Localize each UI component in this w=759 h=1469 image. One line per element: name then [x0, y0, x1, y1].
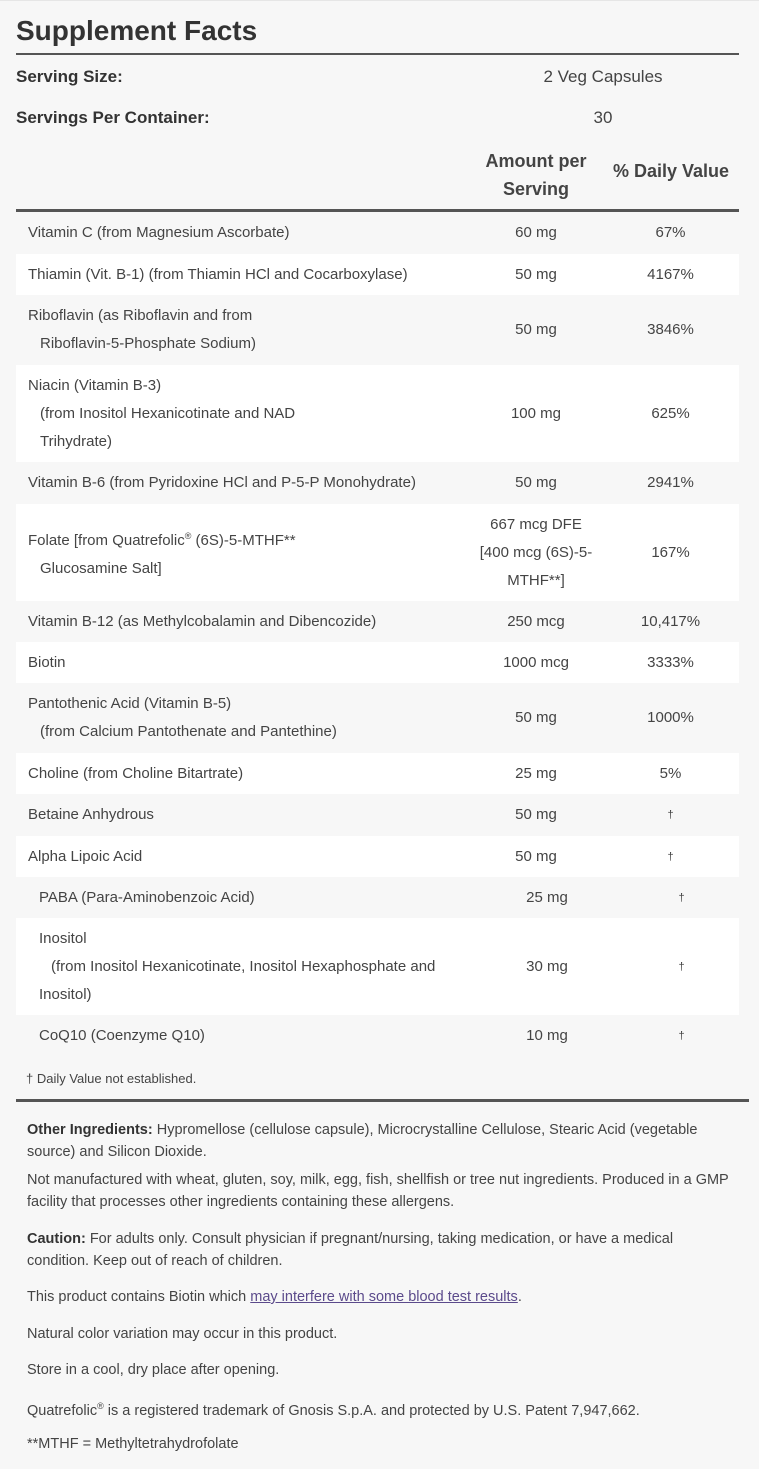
- nutrient-name-line: Riboflavin (as Riboflavin and from: [28, 307, 253, 324]
- nutrient-dv: 167%: [651, 543, 690, 561]
- blood-test-link[interactable]: may interfere with some blood test results: [250, 1289, 518, 1305]
- nutrient-name: [16, 302, 470, 358]
- nutrient-name-line: Glucosamine Salt]: [40, 560, 162, 577]
- serving-size-value: 2 Veg Capsules: [543, 67, 663, 86]
- divider: [16, 1099, 749, 1102]
- divider: [16, 53, 739, 55]
- caution-label: Caution:: [27, 1231, 86, 1247]
- biotin-note-end: .: [517, 1289, 522, 1305]
- biotin-note-text: This product contains Biotin which: [27, 1289, 251, 1305]
- nutrient-dv: †: [667, 809, 674, 821]
- nutrient-amount: 50 mg: [515, 709, 557, 726]
- nutrient-name: Biotin: [28, 653, 66, 671]
- nutrient-dv: †: [667, 850, 674, 863]
- nutrient-name: Vitamin B-12 (as Methylcobalamin and Dibencozide): [28, 612, 377, 630]
- nutrient-name-line: Trihydrate): [40, 432, 112, 450]
- storage-note: Store in a cool, dry place after opening.: [27, 1362, 280, 1378]
- amount-header: Amount per Serving: [485, 151, 587, 199]
- trademark-note: [27, 1395, 737, 1422]
- nutrient-name-line: Inositol): [39, 985, 92, 1003]
- nutrient-amount-line: MTHF**]: [507, 571, 565, 589]
- table-row: [16, 753, 739, 794]
- table-row: [16, 877, 739, 918]
- table-row: [16, 794, 739, 836]
- registered-mark: ®: [97, 1401, 104, 1411]
- nutrient-name: [16, 690, 470, 746]
- nutrient-dv: †: [678, 891, 685, 904]
- nutrient-amount: 50 mg: [515, 806, 557, 823]
- nutrient-dv: 2941%: [647, 474, 694, 491]
- table-row: [16, 642, 739, 683]
- nutrient-amount: 10 mg: [526, 1027, 568, 1044]
- nutrient-amount: 50 mg: [515, 265, 557, 283]
- nutrient-name-line: Niacin (Vitamin B-3): [28, 376, 162, 394]
- nutrient-amount: 250 mcg: [507, 612, 565, 630]
- nutrient-name-line: (from Inositol Hexanicotinate and NAD: [40, 404, 296, 422]
- nutrient-name: Alpha Lipoic Acid: [28, 847, 143, 865]
- nutrient-name: [16, 925, 470, 1009]
- nutrient-dv: †: [678, 960, 685, 973]
- serving-size-label: Serving Size:: [16, 67, 123, 86]
- nutrient-amount-line: [400 mcg (6S)-5-: [479, 543, 593, 561]
- table-row: [16, 462, 739, 504]
- nutrient-amount: 50 mg: [515, 474, 557, 491]
- table-row: [16, 601, 739, 642]
- biotin-note: [27, 1286, 737, 1308]
- nutrient-dv: 3846%: [647, 321, 694, 338]
- table-row: [16, 295, 739, 365]
- nutrient-amount: 25 mg: [526, 888, 568, 906]
- other-ingredients-text: Hypromellose (cellulose capsule), Microcrystalline Cellulose, Stearic Acid (vegetable source) and Silicon Dioxide.: [27, 1122, 698, 1160]
- nutrient-name-line: Riboflavin-5-Phosphate Sodium): [40, 335, 256, 352]
- color-variation-note: Natural color variation may occur in this product.: [27, 1326, 338, 1342]
- nutrient-amount: 30 mg: [526, 957, 568, 975]
- nutrient-name-line: Inositol: [39, 929, 87, 947]
- nutrient-amount-line: 667 mcg DFE: [490, 515, 582, 533]
- nutrient-name-line: (from Inositol Hexanicotinate, Inositol Hexaphosphate and: [51, 957, 436, 975]
- table-row: [16, 365, 739, 462]
- table-row: [16, 504, 739, 601]
- nutrient-dv: 625%: [651, 404, 690, 422]
- servings-per-container-label: Servings Per Container:: [16, 108, 210, 127]
- nutrient-amount: 100 mg: [510, 404, 562, 422]
- registered-mark: ®: [184, 531, 192, 541]
- nutrient-dv: 1000%: [647, 709, 694, 726]
- nutrient-name: Betaine Anhydrous: [28, 806, 154, 823]
- trademark-name: Quatrefolic: [27, 1402, 98, 1419]
- trademark-text: is a registered trademark of Gnosis S.p.A. and protected by U.S. Patent 7,947,662.: [103, 1402, 640, 1419]
- nutrient-name-line: Folate [from Quatrefolic: [28, 532, 185, 549]
- nutrient-amount: [470, 511, 602, 595]
- nutrient-name: PABA (Para-Aminobenzoic Acid): [39, 888, 255, 906]
- nutrient-amount: 25 mg: [515, 764, 557, 782]
- table-row: [16, 918, 739, 1015]
- table-row: [16, 254, 739, 295]
- table-row: [16, 212, 739, 254]
- page-title: Supplement Facts: [16, 15, 258, 46]
- nutrient-name-line: (from Calcium Pantothenate and Pantethine): [40, 723, 337, 740]
- other-ingredients-label: Other Ingredients:: [27, 1122, 153, 1138]
- nutrient-dv: 10,417%: [640, 612, 701, 630]
- nutrient-name: Vitamin B-6 (from Pyridoxine HCl and P-5-P Monohydrate): [28, 474, 416, 491]
- other-ingredients: [27, 1119, 737, 1163]
- nutrient-dv: 67%: [655, 224, 686, 241]
- nutrient-dv: †: [678, 1030, 685, 1042]
- servings-per-container-value: 30: [593, 108, 613, 127]
- nutrient-name: Thiamin (Vit. B-1) (from Thiamin HCl and Cocarboxylase): [28, 265, 408, 283]
- nutrient-dv: 5%: [659, 764, 682, 782]
- table-row: [16, 1015, 739, 1057]
- caution-statement: [27, 1228, 737, 1272]
- nutrient-amount: 50 mg: [515, 321, 557, 338]
- nutrient-name-line: (6S)-5-MTHF**: [191, 532, 296, 549]
- nutrient-name: [16, 372, 470, 456]
- table-row: [16, 836, 739, 877]
- nutrient-name: Vitamin C (from Magnesium Ascorbate): [28, 224, 290, 241]
- nutrient-name: CoQ10 (Coenzyme Q10): [39, 1027, 205, 1044]
- caution-text: For adults only. Consult physician if pregnant/nursing, taking medication, or have a medical condition. Keep out of reach of children.: [27, 1231, 674, 1269]
- nutrient-amount: 1000 mcg: [503, 653, 569, 671]
- nutrient-name-line: Pantothenic Acid (Vitamin B-5): [28, 695, 232, 712]
- allergen-statement: Not manufactured with wheat, gluten, soy, milk, egg, fish, shellfish or tree nut ingredients. Produced in a GMP facility that processes other ingredients containing these allergens.: [27, 1172, 729, 1210]
- nutrient-name: [16, 522, 470, 583]
- mthf-note: **MTHF = Methyltetrahydrofolate: [27, 1436, 239, 1452]
- nutrient-dv: 3333%: [647, 653, 694, 671]
- daily-value-footnote: † Daily Value not established.: [26, 1071, 197, 1086]
- nutrient-table: [16, 212, 739, 1057]
- nutrient-dv: 4167%: [647, 265, 694, 283]
- nutrient-name: Choline (from Choline Bitartrate): [28, 764, 244, 782]
- nutrient-amount: 60 mg: [515, 224, 557, 241]
- nutrient-amount: 50 mg: [515, 847, 557, 865]
- table-row: [16, 683, 739, 753]
- daily-value-header: % Daily Value: [612, 161, 730, 181]
